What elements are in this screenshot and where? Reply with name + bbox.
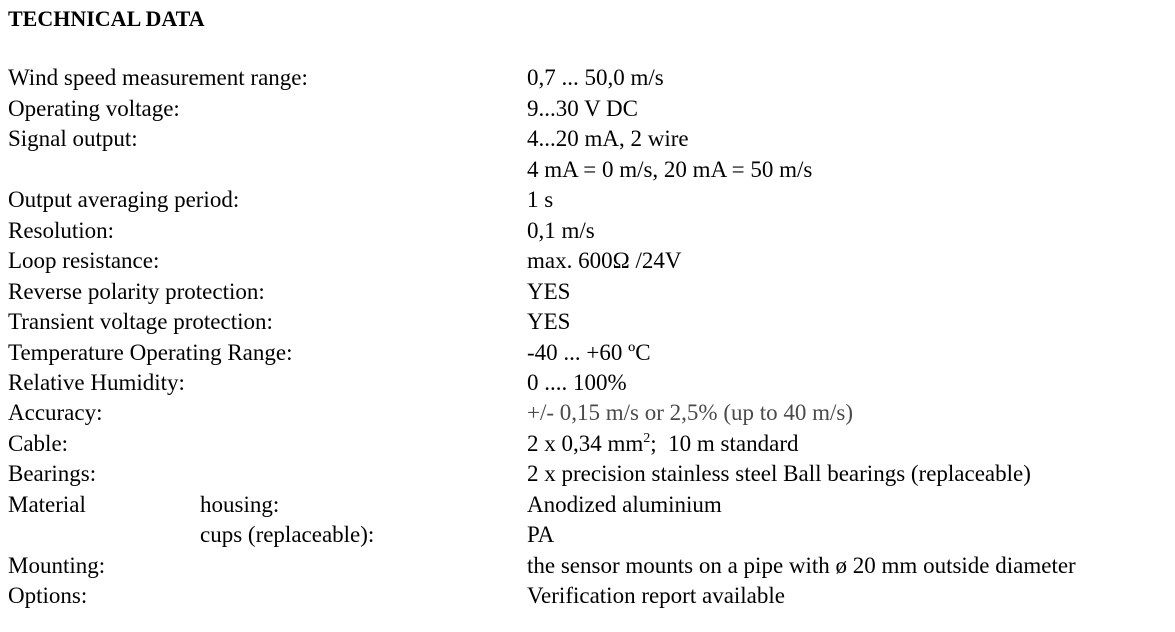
spec-value: 0 .... 100% — [527, 370, 627, 395]
spec-label: Resolution: — [8, 218, 115, 243]
spec-row-output-averaging-period — [0, 185, 1175, 215]
spec-label: Signal output: — [8, 126, 138, 151]
spec-row-resolution — [0, 216, 1175, 246]
cable-value-rest: ; 10 m standard — [650, 431, 799, 456]
spec-row-relative-humidity — [0, 368, 1175, 398]
spec-label: Transient voltage protection: — [8, 309, 273, 334]
spec-value: 4 mA = 0 m/s, 20 mA = 50 m/s — [527, 157, 813, 182]
spec-label: Cable: — [8, 431, 69, 456]
spec-value: PA — [527, 522, 555, 547]
spec-label: Relative Humidity: — [8, 370, 185, 395]
spec-value: 0,1 m/s — [527, 218, 595, 243]
spec-value: YES — [527, 309, 571, 334]
spec-row-signal-output-mapping — [0, 155, 1175, 185]
spec-label: Output averaging period: — [8, 187, 240, 212]
spec-value: YES — [527, 279, 571, 304]
spec-row-accuracy — [0, 398, 1175, 428]
spec-row-wind-speed-range — [0, 63, 1175, 93]
spec-value — [527, 429, 798, 459]
spec-value: 1 s — [527, 187, 554, 212]
spec-label: Accuracy: — [8, 400, 103, 425]
spec-value: 2 x precision stainless steel Ball bearings (replaceable) — [527, 461, 1031, 486]
spec-row-loop-resistance — [0, 246, 1175, 276]
spec-value: 9...30 V DC — [527, 96, 638, 121]
spec-label: Temperature Operating Range: — [8, 340, 293, 365]
spec-label: Bearings: — [8, 461, 97, 486]
spec-row-reverse-polarity — [0, 277, 1175, 307]
spec-label: Options: — [8, 583, 88, 608]
spec-label: Operating voltage: — [8, 96, 180, 121]
cable-value-superscript: 2 — [643, 431, 651, 446]
spec-row-bearings — [0, 459, 1175, 489]
spec-row-cable — [0, 429, 1175, 459]
spec-sublabel: housing: — [200, 492, 280, 517]
spec-value: max. 600Ω /24V — [527, 248, 682, 273]
spec-row-signal-output — [0, 124, 1175, 154]
spec-row-mounting — [0, 551, 1175, 581]
spec-row-material-cups — [0, 520, 1175, 550]
spec-value: Verification report available — [527, 583, 785, 608]
page-title: TECHNICAL DATA — [8, 6, 205, 31]
spec-sublabel: cups (replaceable): — [200, 522, 375, 547]
spec-label: Wind speed measurement range: — [8, 65, 308, 90]
spec-value: 4...20 mA, 2 wire — [527, 126, 689, 151]
spec-label: Mounting: — [8, 553, 106, 578]
spec-label: Material — [8, 492, 86, 517]
spec-row-options — [0, 581, 1175, 611]
spec-row-temperature-range — [0, 338, 1175, 368]
spec-value: -40 ... +60 ºC — [527, 340, 651, 365]
spec-row-transient-voltage — [0, 307, 1175, 337]
spec-row-operating-voltage — [0, 94, 1175, 124]
spec-value: the sensor mounts on a pipe with ø 20 mm outside diameter — [527, 553, 1076, 578]
spec-label: Loop resistance: — [8, 248, 160, 273]
cable-value-main: 2 x 0,34 mm — [527, 431, 644, 456]
spec-value: +/- 0,15 m/s or 2,5% (up to 40 m/s) — [527, 400, 854, 425]
spec-value: 0,7 ... 50,0 m/s — [527, 65, 664, 90]
spec-row-material-housing — [0, 490, 1175, 520]
spec-value: Anodized aluminium — [527, 492, 722, 517]
spec-label: Reverse polarity protection: — [8, 279, 265, 304]
